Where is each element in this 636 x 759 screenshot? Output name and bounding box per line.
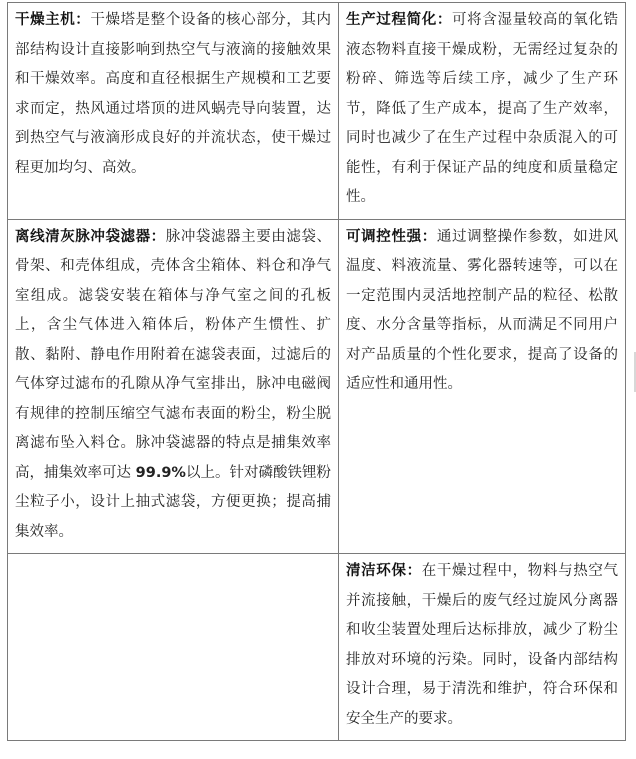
table-cell-process-simplification — [339, 3, 626, 220]
cell-heading: 离线清灰脉冲袋滤器： — [15, 228, 166, 245]
cell-text: 通过调整操作参数，如进风温度、料液流量、雾化器转速等，可以在一定范围内灵活地控制产品的粒径、松散度、水分含量等指标，从而满足不同用户对产品质量的个性化要求，提高了设备的适应性和通用性。 — [346, 228, 619, 392]
table-row — [8, 3, 626, 220]
cell-heading: 生产过程简化： — [346, 12, 453, 28]
cell-text: 在干燥过程中，物料与热空气并流接触，干燥后的废气经过旋风分离器和收尘装置处理后达标排放，减少了粉尘排放对环境的污染。同时，设备内部结构设计合理，易于清洗和维护，符合环保和安全生产的要求。 — [346, 563, 619, 727]
table-cell-empty — [8, 554, 339, 741]
table-row — [8, 219, 626, 554]
table-cell-clean-environmental — [339, 554, 626, 741]
cell-heading: 清洁环保： — [346, 563, 422, 579]
efficiency-figure: 99.9% — [135, 464, 186, 481]
feature-table — [7, 2, 626, 741]
cell-text: 干燥塔是整个设备的核心部分，其内部结构设计直接影响到热空气与液滴的接触效果和干燥效率。高度和直径根据生产规模和工艺要求而定，热风通过塔顶的进风蜗壳导向装置，达到热空气与液滴形成良好的并流状态，使干燥过程更加均匀、高效。 — [15, 12, 331, 176]
cell-text: 可将含湿量较高的氧化锆液态物料直接干燥成粉，无需经过复杂的粉碎、筛选等后续工序，减少了生产环节，降低了生产成本，提高了生产效率，同时也减少了在生产过程中杂质混入的可能性，有利于保证产品的纯度和质量稳定性。 — [346, 12, 619, 205]
table-row — [8, 554, 626, 741]
cell-heading: 可调控性强： — [346, 228, 437, 245]
cell-text: 以上。针对磷酸铁锂粉尘粒子小，设计上抽式滤袋，方便更换；提高捕集效率。 — [15, 464, 332, 540]
table-cell-pulse-bag-filter — [8, 219, 339, 554]
table-cell-controllability — [339, 219, 626, 554]
table-cell-drying-main-unit — [8, 3, 339, 220]
cell-text: 脉冲袋滤器主要由滤袋、骨架、和壳体组成，壳体含尘箱体、料仓和净气室组成。滤袋安装在箱体与净气室之间的孔板上，含尘气体进入箱体后，粉体产生惯性、扩散、黏附、静电作用附着在滤袋表面，过滤后的气体穿过滤布的孔隙从净气室排出，脉冲电磁阀有规律的控制压缩空气滤布表面的粉尘，粉尘脱离滤布坠入料仓。脉冲袋滤器的特点是捕集效率高，捕集效率可达 — [15, 228, 331, 481]
cell-heading: 干燥主机： — [15, 12, 91, 28]
